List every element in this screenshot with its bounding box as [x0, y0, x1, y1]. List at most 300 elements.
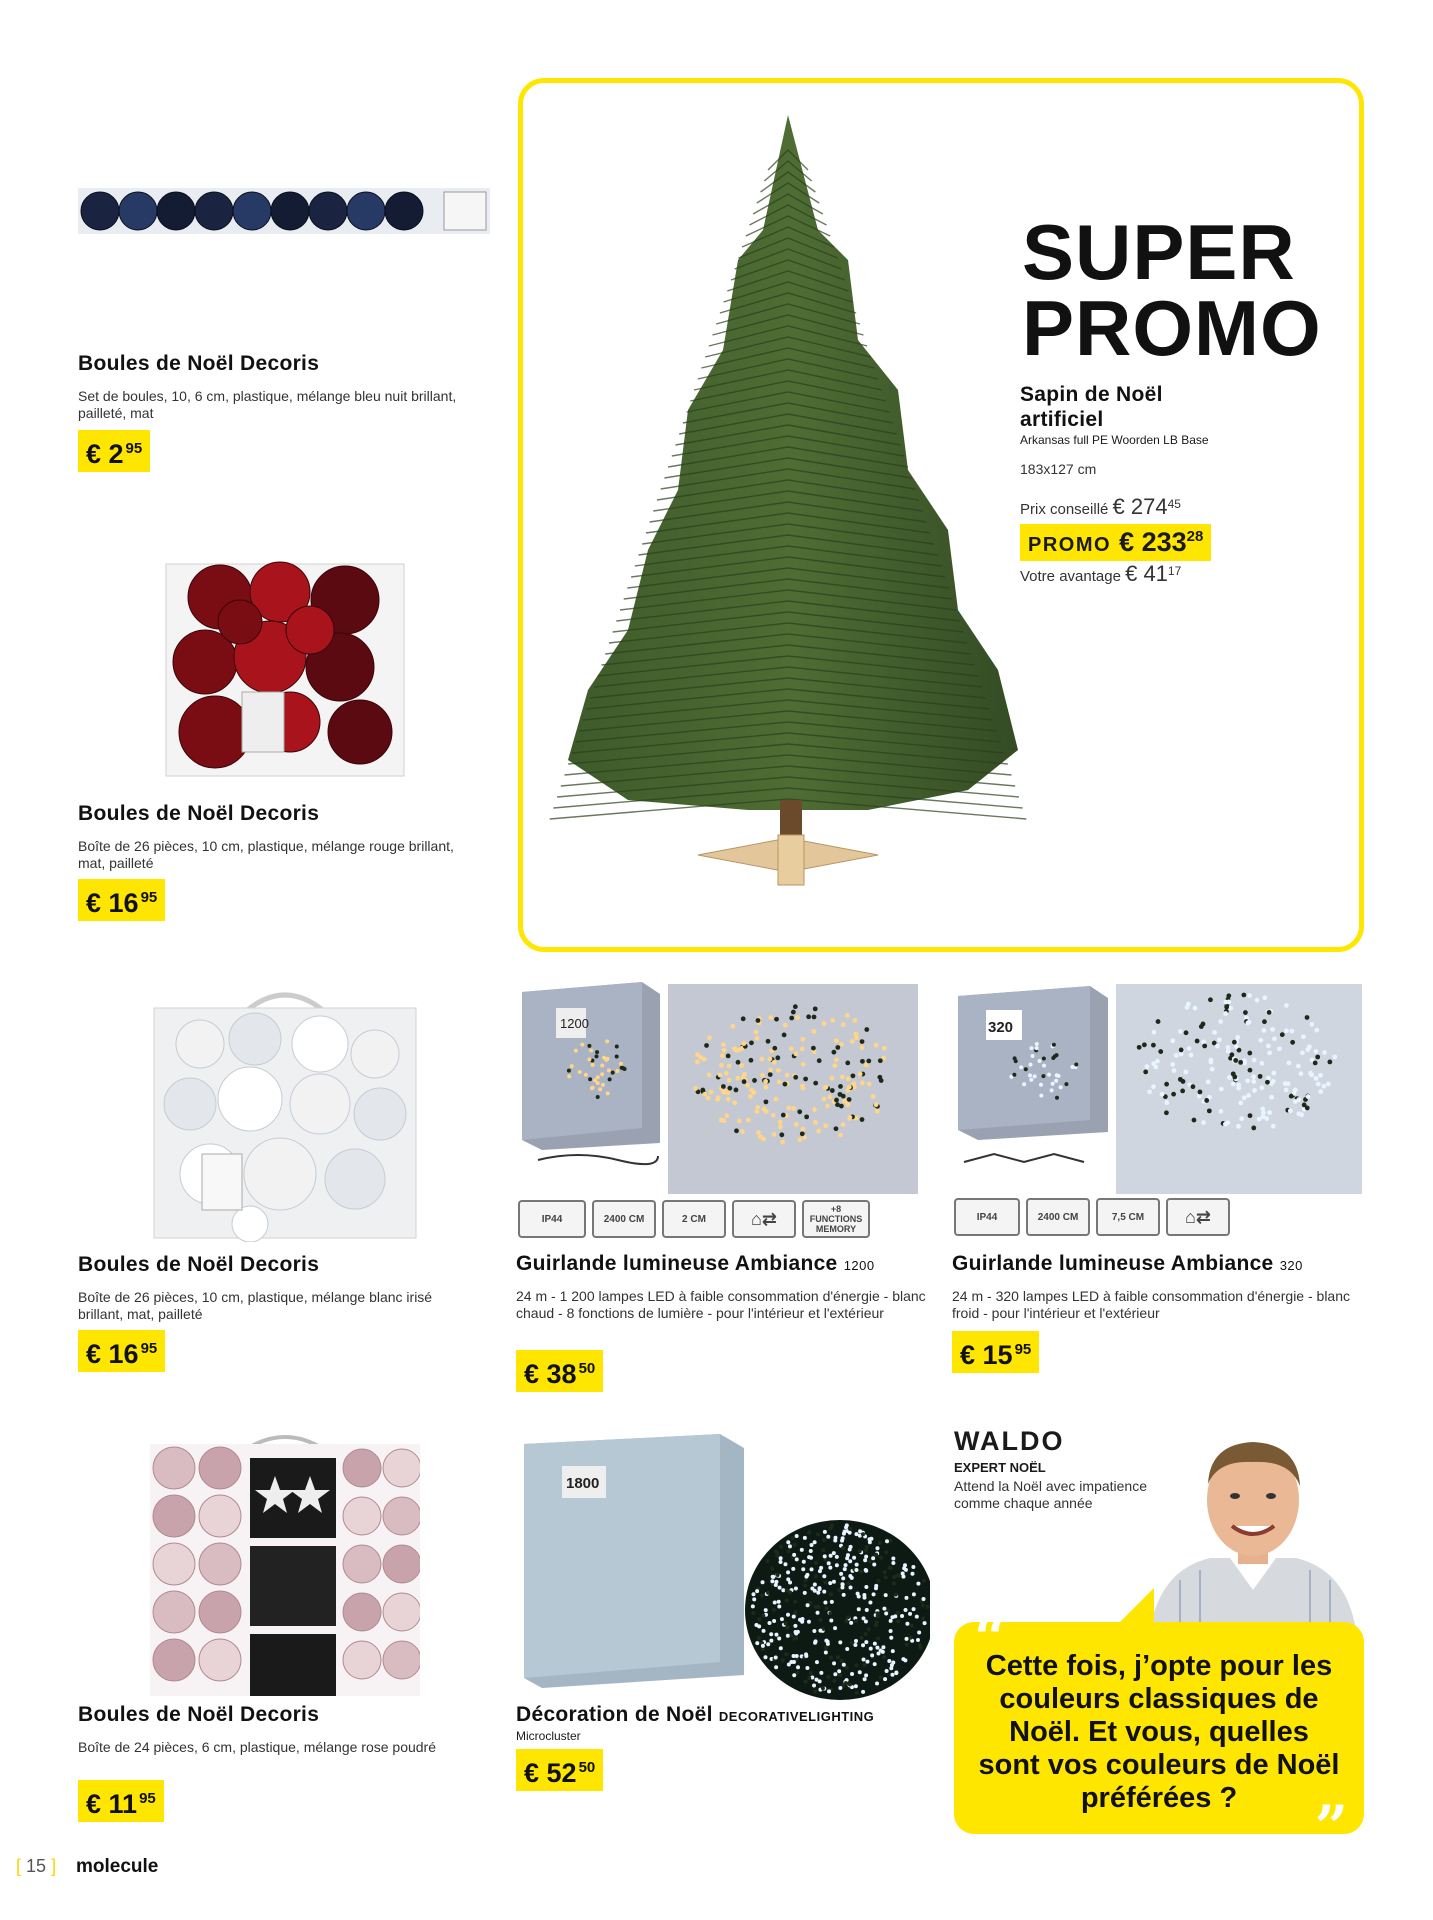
warm-light-dot [726, 1097, 731, 1102]
blue-bauble [119, 192, 157, 230]
micro-light-dot [912, 1592, 916, 1596]
micro-light-dot [795, 1534, 799, 1538]
micro-light-dot [803, 1584, 807, 1588]
promo-headline: PROMO [1022, 284, 1322, 372]
micro-light-dot [793, 1600, 797, 1604]
warm-light-dot [755, 1109, 760, 1114]
warm-light-dot [695, 1052, 700, 1057]
warm-light-dot [607, 1068, 611, 1072]
micro-light-dot [810, 1587, 814, 1591]
warm-light-dot [867, 1082, 872, 1087]
cold-light-dot [1290, 1040, 1295, 1045]
cold-light-dot [1301, 1034, 1306, 1039]
micro-light-dot [784, 1622, 788, 1626]
micro-light-dot [885, 1539, 889, 1543]
warm-light-dot [813, 1081, 818, 1086]
advised-price-row [1020, 494, 1181, 520]
warm-light-dot [739, 1063, 744, 1068]
micro-light-dot [852, 1556, 856, 1560]
cold-light-dot [1192, 1118, 1197, 1123]
micro-light-dot [859, 1570, 863, 1574]
cold-light-dot [1189, 1053, 1194, 1058]
micro-light-dot [854, 1684, 858, 1688]
pink-bauble [383, 1641, 420, 1679]
cold-light-dot [1299, 1071, 1304, 1076]
cold-light-dot [1252, 1088, 1257, 1093]
micro-light-dot [760, 1594, 764, 1598]
micro-light-dot [804, 1578, 808, 1582]
warm-light-dot [719, 1063, 724, 1068]
cold-light-dot [1029, 1063, 1033, 1067]
micro-light-dot [830, 1600, 834, 1604]
micro-light-dot [874, 1586, 878, 1590]
cold-light-dot [1229, 1052, 1234, 1057]
micro-light-dot [807, 1676, 811, 1680]
warm-light-dot [811, 1046, 816, 1051]
cold-light-dot [1280, 1032, 1285, 1037]
warm-light-dot [574, 1049, 578, 1053]
micro-light-dot [864, 1585, 868, 1589]
micro-light-dot [773, 1601, 777, 1605]
micro-light-dot [923, 1621, 927, 1625]
micro-light-dot [783, 1562, 787, 1566]
cold-light-dot [1261, 1110, 1266, 1115]
garland-1-title-text: Guirlande lumineuse Ambiance [516, 1252, 838, 1275]
price-main: € 16 [86, 1339, 139, 1369]
warm-light-dot [578, 1070, 582, 1074]
warm-light-dot [829, 1076, 834, 1081]
micro-light-dot [829, 1526, 833, 1530]
garland-2-box-label: 320 [988, 1019, 1014, 1036]
cold-light-dot [1287, 1060, 1292, 1065]
micro-light-dot [779, 1646, 783, 1650]
cold-light-dot [1207, 1108, 1212, 1113]
micro-light-dot [858, 1670, 862, 1674]
advised-cents: 45 [1167, 497, 1181, 511]
micro-light-dot [769, 1639, 773, 1643]
cold-light-dot [1314, 1076, 1319, 1081]
warm-light-dot [839, 1042, 844, 1047]
micro-light-dot [792, 1543, 796, 1547]
price-main: € 2 [86, 439, 124, 469]
cold-light-dot [1308, 1071, 1313, 1076]
warm-light-dot [874, 1043, 879, 1048]
cold-light-dot [1187, 1046, 1192, 1051]
warm-light-dot [764, 1099, 769, 1104]
micro-light-dot [876, 1611, 880, 1615]
micro-light-dot [823, 1554, 827, 1558]
warm-light-dot [567, 1074, 571, 1078]
micro-light-dot [818, 1618, 822, 1622]
micro-light-dot [813, 1540, 817, 1544]
cold-light-dot [1164, 1082, 1169, 1087]
pink-bauble [153, 1591, 195, 1633]
red-bauble [286, 606, 334, 654]
micro-light-dot [865, 1660, 869, 1664]
cold-light-dot [1035, 1042, 1039, 1046]
micro-light-dot [776, 1573, 780, 1577]
micro-light-dot [813, 1641, 817, 1645]
warm-light-dot [875, 1109, 880, 1114]
micro-light-dot [844, 1563, 848, 1567]
white-bauble [244, 1138, 316, 1210]
promo-product-title: Sapin de Noël artificiel [1020, 383, 1163, 431]
cold-light-dot [1160, 1092, 1165, 1097]
micro-light-dot [901, 1575, 905, 1579]
micro-light-dot [887, 1659, 891, 1663]
warm-light-dot [786, 1106, 791, 1111]
warm-light-dot [709, 1090, 714, 1095]
pink-bauble [383, 1545, 420, 1583]
micro-light-dot [862, 1658, 866, 1662]
micro-light-dot [874, 1553, 878, 1557]
cold-light-dot [1277, 1046, 1282, 1051]
cold-light-dot [1178, 1029, 1183, 1034]
micro-light-dot [841, 1546, 845, 1550]
micro-light-dot [793, 1610, 797, 1614]
warm-light-dot [763, 1079, 768, 1084]
expert-tagline: Attend la Noël avec impatience comme chaque année [954, 1478, 1147, 1511]
promo-price-label: PROMO [1028, 534, 1112, 556]
micro-light-dot [786, 1634, 790, 1638]
micro-light-dot [842, 1663, 846, 1667]
warm-light-dot [752, 1078, 757, 1083]
cold-light-dot [1012, 1073, 1016, 1077]
advantage-cents: 17 [1167, 564, 1182, 578]
cold-light-dot [1284, 1088, 1289, 1093]
warm-light-dot [864, 1063, 869, 1068]
micro-light-dot [828, 1566, 832, 1570]
warm-light-dot [695, 1060, 700, 1065]
micro-light-dot [819, 1671, 823, 1675]
micro-light-dot [779, 1560, 783, 1564]
micro-light-dot [806, 1603, 810, 1607]
warm-light-dot [853, 1018, 858, 1023]
micro-light-dot [751, 1592, 755, 1596]
cold-light-dot [1252, 1058, 1257, 1063]
cold-light-dot [1147, 1089, 1152, 1094]
cold-light-dot [1191, 1084, 1196, 1089]
page-number-text: 15 [26, 1856, 47, 1876]
pink-bauble [199, 1591, 241, 1633]
warm-light-dot [605, 1039, 609, 1043]
micro-light-dot [883, 1677, 887, 1681]
microcluster-box-label: 1800 [566, 1475, 600, 1492]
cold-light-dot [1158, 1049, 1163, 1054]
cold-light-dot [1219, 1087, 1224, 1092]
cold-light-dot [1241, 993, 1246, 998]
cold-light-dot [1142, 1042, 1147, 1047]
warm-light-dot [707, 1072, 712, 1077]
warm-light-dot [601, 1083, 605, 1087]
micro-light-dot [786, 1577, 790, 1581]
garland-1-suffix: 1200 [843, 1258, 875, 1273]
pink-bauble [199, 1447, 241, 1489]
warm-light-dot [846, 1076, 851, 1081]
warm-light-dot [817, 1058, 822, 1063]
product-desc-2: Boîte de 26 pièces, 10 cm, plastique, mélange rouge brillant, mat, pailleté [78, 838, 454, 871]
micro-light-dot [779, 1545, 783, 1549]
micro-light-dot [766, 1642, 770, 1646]
cold-light-dot [1266, 1076, 1271, 1081]
warm-light-dot [763, 1085, 768, 1090]
garland-2-suffix: 320 [1279, 1258, 1303, 1273]
warm-light-dot [722, 1048, 727, 1053]
micro-light-dot [790, 1633, 794, 1637]
micro-light-dot [829, 1592, 833, 1596]
micro-light-dot [862, 1616, 866, 1620]
pink-baubles-box-illustration [150, 1428, 420, 1698]
cold-light-dot [1195, 1039, 1200, 1044]
warm-light-dot [727, 1064, 732, 1069]
micro-light-dot [757, 1624, 761, 1628]
warm-light-dot [772, 1046, 777, 1051]
micro-light-dot [785, 1652, 789, 1656]
micro-light-dot [868, 1600, 872, 1604]
product-desc-1: Set de boules, 10, 6 cm, plastique, mélange bleu nuit brillant, pailleté, mat [78, 388, 457, 421]
micro-light-dot [792, 1553, 796, 1557]
cold-light-dot [1042, 1064, 1046, 1068]
micro-light-dot [766, 1591, 770, 1595]
cold-light-dot [1151, 1043, 1156, 1048]
micro-light-dot [816, 1591, 820, 1595]
warm-light-dot [800, 1047, 805, 1052]
micro-light-dot [764, 1608, 768, 1612]
cold-light-dot [1246, 1093, 1251, 1098]
red-bauble [179, 696, 251, 768]
warm-light-dot [860, 1039, 865, 1044]
cold-light-dot [1251, 1079, 1256, 1084]
warm-light-dot [732, 1047, 737, 1052]
cold-light-dot [1226, 1049, 1231, 1054]
micro-light-dot [879, 1676, 883, 1680]
micro-light-dot [849, 1545, 853, 1549]
warm-light-dot [704, 1043, 709, 1048]
micro-light-dot [810, 1543, 814, 1547]
cold-light-dot [1225, 1120, 1230, 1125]
pink-bauble [343, 1641, 381, 1679]
promo-product-size: 183x127 cm [1020, 461, 1097, 477]
micro-light-dot [823, 1530, 827, 1534]
price-tag-4 [78, 1780, 164, 1822]
cold-light-dot [1290, 1029, 1295, 1034]
cold-light-dot [1296, 1064, 1301, 1069]
warm-light-dot [851, 1073, 856, 1078]
cold-light-dot [1228, 1006, 1233, 1011]
warm-light-dot [595, 1050, 599, 1054]
cold-light-dot [1055, 1096, 1059, 1100]
micro-light-dot [873, 1662, 877, 1666]
micro-light-dot [912, 1607, 916, 1611]
micro-light-dot [857, 1595, 861, 1599]
warm-light-dot [749, 1058, 754, 1063]
page-number [16, 1856, 56, 1877]
micro-light-dot [905, 1637, 909, 1641]
micro-light-dot [767, 1621, 771, 1625]
cold-light-dot [1033, 1074, 1037, 1078]
warm-light-dot [734, 1128, 739, 1133]
warm-light-dot [773, 1097, 778, 1102]
warm-light-dot [726, 1053, 731, 1058]
micro-light-dot [910, 1572, 914, 1576]
cold-light-dot [1232, 1040, 1237, 1045]
warm-light-dot [811, 1029, 816, 1034]
warm-light-dot [860, 1045, 865, 1050]
micro-light-dot [846, 1553, 850, 1557]
micro-light-dot [833, 1672, 837, 1676]
warm-light-dot [793, 1075, 798, 1080]
price-tag-2 [78, 879, 165, 921]
micro-light-dot [841, 1583, 845, 1587]
warm-light-dot [706, 1096, 711, 1101]
cold-light-dot [1236, 1086, 1241, 1091]
warm-light-dot [584, 1073, 588, 1077]
micro-light-dot [863, 1663, 867, 1667]
micro-light-dot [889, 1666, 893, 1670]
micro-light-dot [902, 1566, 906, 1570]
warm-light-dot [793, 1051, 798, 1056]
garland-2-lights-illustration [1116, 984, 1362, 1194]
cold-light-dot [1307, 1044, 1312, 1049]
micro-light-dot [824, 1646, 828, 1650]
micro-light-dot [908, 1612, 912, 1616]
decoration-subtitle: Microcluster [516, 1729, 581, 1743]
micro-light-dot [777, 1604, 781, 1608]
cold-light-dot [1202, 1044, 1207, 1049]
micro-light-dot [801, 1617, 805, 1621]
warm-light-dot [589, 1049, 593, 1053]
warm-light-dot [847, 1085, 852, 1090]
warm-light-dot [806, 1014, 811, 1019]
warm-light-dot [745, 1083, 750, 1088]
micro-light-dot [854, 1619, 858, 1623]
micro-light-dot [792, 1660, 796, 1664]
warm-light-dot [794, 1122, 799, 1127]
white-bauble [176, 1020, 224, 1068]
micro-light-dot [878, 1541, 882, 1545]
product-image-blue-baubles [78, 188, 490, 234]
micro-light-dot [871, 1556, 875, 1560]
blue-bauble [271, 192, 309, 230]
garland-2-price [952, 1331, 1039, 1373]
warm-light-dot [864, 1027, 869, 1032]
pink-bauble [153, 1639, 195, 1681]
warm-light-dot [780, 1140, 785, 1145]
micro-light-dot [804, 1680, 808, 1684]
warm-light-dot [830, 1018, 835, 1023]
warm-light-dot [771, 1113, 776, 1118]
cold-light-dot [1057, 1074, 1061, 1078]
promo-price: € 233 [1119, 527, 1187, 557]
white-bauble [351, 1030, 399, 1078]
decoration-suffix: DECORATIVELIGHTING [718, 1709, 875, 1724]
micro-light-dot [869, 1537, 873, 1541]
cold-light-dot [1184, 1030, 1189, 1035]
warm-light-dot [789, 1046, 794, 1051]
cold-light-dot [1251, 1126, 1256, 1131]
product-image-red-baubles [160, 552, 410, 782]
cold-light-dot [1267, 1050, 1272, 1055]
warm-light-dot [804, 1114, 809, 1119]
cold-light-dot [1262, 995, 1267, 1000]
warm-light-dot [783, 1082, 788, 1087]
micro-light-dot [826, 1642, 830, 1646]
bracket-close-icon: ] [51, 1856, 57, 1876]
warm-light-dot [800, 1083, 805, 1088]
white-bauble [292, 1016, 348, 1072]
micro-light-dot [875, 1546, 879, 1550]
expert-quote-bubble [954, 1604, 1364, 1861]
warm-light-dot [781, 1113, 786, 1118]
micro-light-dot [918, 1643, 922, 1647]
micro-light-dot [774, 1656, 778, 1660]
product-title-3: Boules de Noël Decoris [78, 1253, 320, 1276]
micro-light-dot [877, 1579, 881, 1583]
micro-light-dot [889, 1629, 893, 1633]
micro-light-dot [917, 1631, 921, 1635]
micro-light-dot [863, 1677, 867, 1681]
warm-light-dot [779, 1132, 784, 1137]
warm-light-dot [812, 1107, 817, 1112]
warm-light-dot [755, 1036, 760, 1041]
warm-light-dot [606, 1057, 610, 1061]
micro-light-dot [848, 1683, 852, 1687]
price-main: € 11 [86, 1789, 138, 1819]
warm-light-dot [775, 1055, 780, 1060]
micro-light-dot [853, 1643, 857, 1647]
cold-light-dot [1215, 1044, 1220, 1049]
cold-light-dot [1284, 1003, 1289, 1008]
warm-light-dot [755, 1105, 760, 1110]
cold-light-dot [1201, 1120, 1206, 1125]
micro-light-dot [827, 1561, 831, 1565]
micro-light-dot [842, 1593, 846, 1597]
micro-light-dot [835, 1555, 839, 1559]
warm-light-dot [741, 1041, 746, 1046]
cold-light-dot [1243, 1010, 1248, 1015]
product-desc-4: Boîte de 24 pièces, 6 cm, plastique, mélange rose poudré [78, 1739, 436, 1755]
warm-light-dot [588, 1077, 592, 1081]
cold-light-dot [1271, 1079, 1276, 1084]
cold-light-dot [1050, 1088, 1054, 1092]
cold-light-dot [1227, 1075, 1232, 1080]
warm-light-dot [598, 1087, 602, 1091]
micro-light-dot [884, 1593, 888, 1597]
white-bauble [218, 1067, 282, 1131]
red-baubles-box-illustration [160, 552, 410, 782]
warm-light-dot [754, 1030, 759, 1035]
micro-light-dot [792, 1637, 796, 1641]
warm-light-dot [813, 1006, 818, 1011]
cold-light-dot [1223, 1011, 1228, 1016]
micro-light-dot [795, 1557, 799, 1561]
promo-price-tag [1020, 524, 1211, 561]
micro-light-dot [890, 1673, 894, 1677]
micro-light-dot [815, 1678, 819, 1682]
micro-light-dot [791, 1567, 795, 1571]
micro-light-dot [821, 1548, 825, 1552]
cold-light-dot [1164, 1100, 1169, 1105]
micro-light-dot [813, 1689, 817, 1693]
warm-light-dot [742, 1079, 747, 1084]
bracket-open-icon: [ [16, 1856, 22, 1876]
cold-light-dot [1316, 1082, 1321, 1087]
micro-light-dot [809, 1549, 813, 1553]
garland-1-box-image [518, 978, 663, 1168]
micro-light-dot [774, 1550, 778, 1554]
cold-light-dot [1156, 1019, 1161, 1024]
warm-light-dot [615, 1055, 619, 1059]
